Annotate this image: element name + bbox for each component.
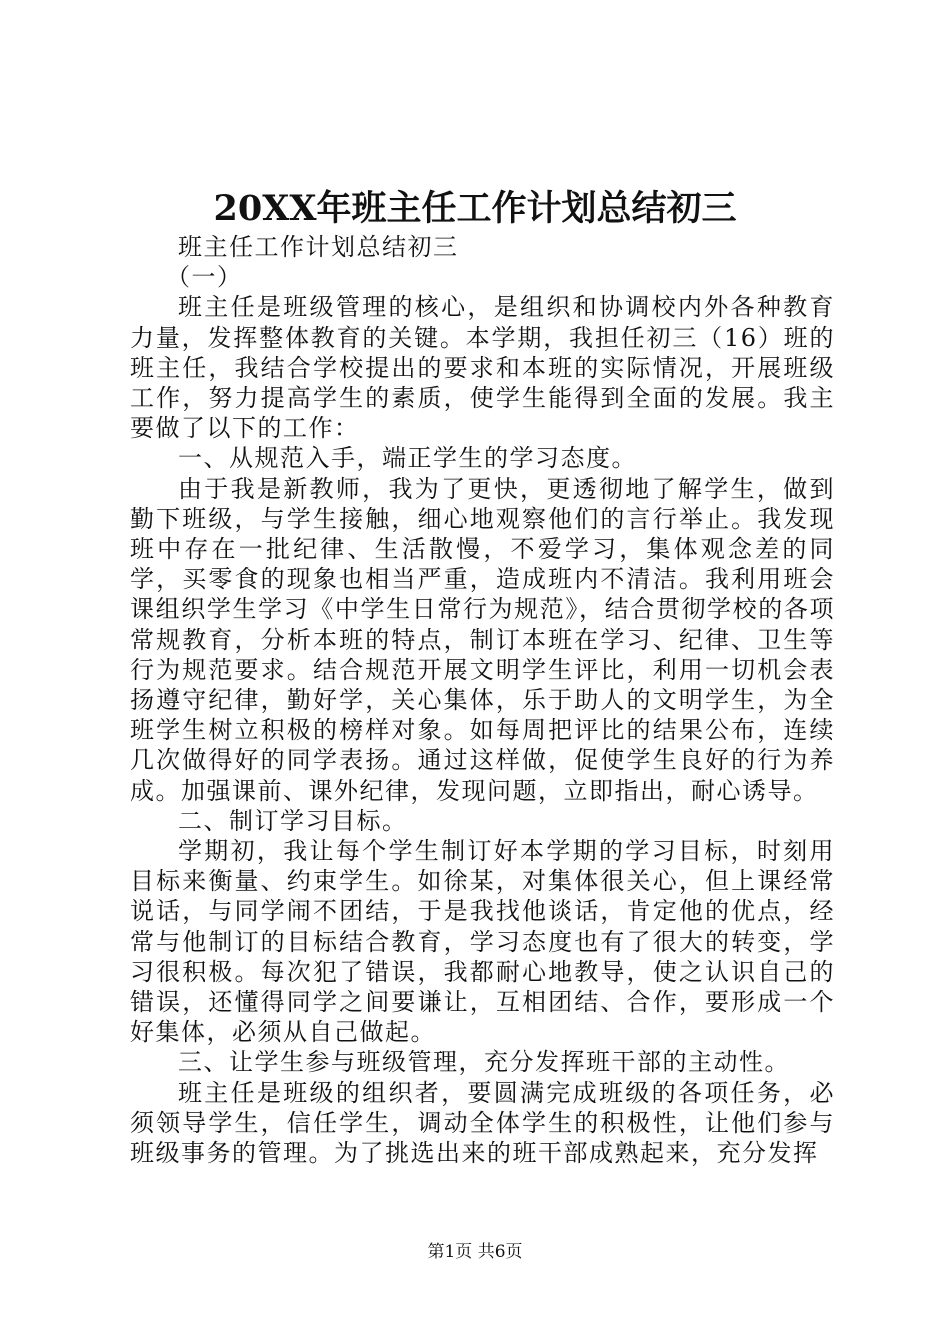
paragraph-heading-2: 二、制订学习目标。 [178,806,408,835]
paragraph-section-marker: （一） [166,263,243,292]
paragraph-heading-1: 一、从规范入手，端正学生的学习态度。 [178,444,637,473]
paragraph-heading-3: 三、让学生参与班级管理，充分发挥班干部的主动性。 [178,1048,790,1077]
page-footer: 第1页 共6页 [427,1242,523,1262]
document-body [130,232,835,1168]
paragraph-subtitle: 班主任工作计划总结初三 [178,233,459,261]
paragraph-body-2: 学期初，我让每个学生制订好本学期的学习目标，时刻用目标来衡量、约束学生。如徐某，对集体很关心，但上课经常说话，与同学闹不团结，于是我找他谈话，肯定他的优点，经常与他制订的目标结合教育，学习态度也有了很大的转变，学习很积极。每次犯了错误，我都耐心地教导，使之认识自己的错误，还懂得同学之间要谦让，互相团结、合作，要形成一个好集体，必须从自己做起。 [130,837,835,1047]
document-title: 20XX年班主任工作计划总结初三 [213,188,737,229]
paragraph-body-3: 班主任是班级的组织者，要圆满完成班级的各项任务，必须领导学生，信任学生，调动全体学生的积极性，让他们参与班级事务的管理。为了挑选出来的班干部成熟起来，充分发挥 [130,1078,835,1168]
paragraph-intro: 班主任是班级管理的核心，是组织和协调校内外各种教育力量，发挥整体教育的关键。本学期，我担任初三（16）班的班主任，我结合学校提出的要求和本班的实际情况，开展班级工作，努力提高学生的素质，使学生能得到全面的发展。我主要做了以下的工作： [130,293,835,443]
paragraph-body-1: 由于我是新教师，我为了更快，更透彻地了解学生，做到勤下班级，与学生接触，细心地观察他们的言行举止。我发现班中存在一批纪律、生活散慢，不爱学习，集体观念差的同学，买零食的现象也相当严重，造成班内不清洁。我利用班会课组织学生学习《中学生日常行为规范》，结合贯彻学校的各项常规教育，分析本班的特点，制订本班在学习、纪律、卫生等行为规范要求。结合规范开展文明学生评比，利用一切机会表扬遵守纪律，勤好学，关心集体，乐于助人的文明学生，为全班学生树立积极的榜样对象。如每周把评比的结果公布，连续几次做得好的同学表扬。通过这样做，促使学生良好的行为养成。加强课前、课外纪律，发现问题，立即指出，耐心诱导。 [130,474,835,805]
